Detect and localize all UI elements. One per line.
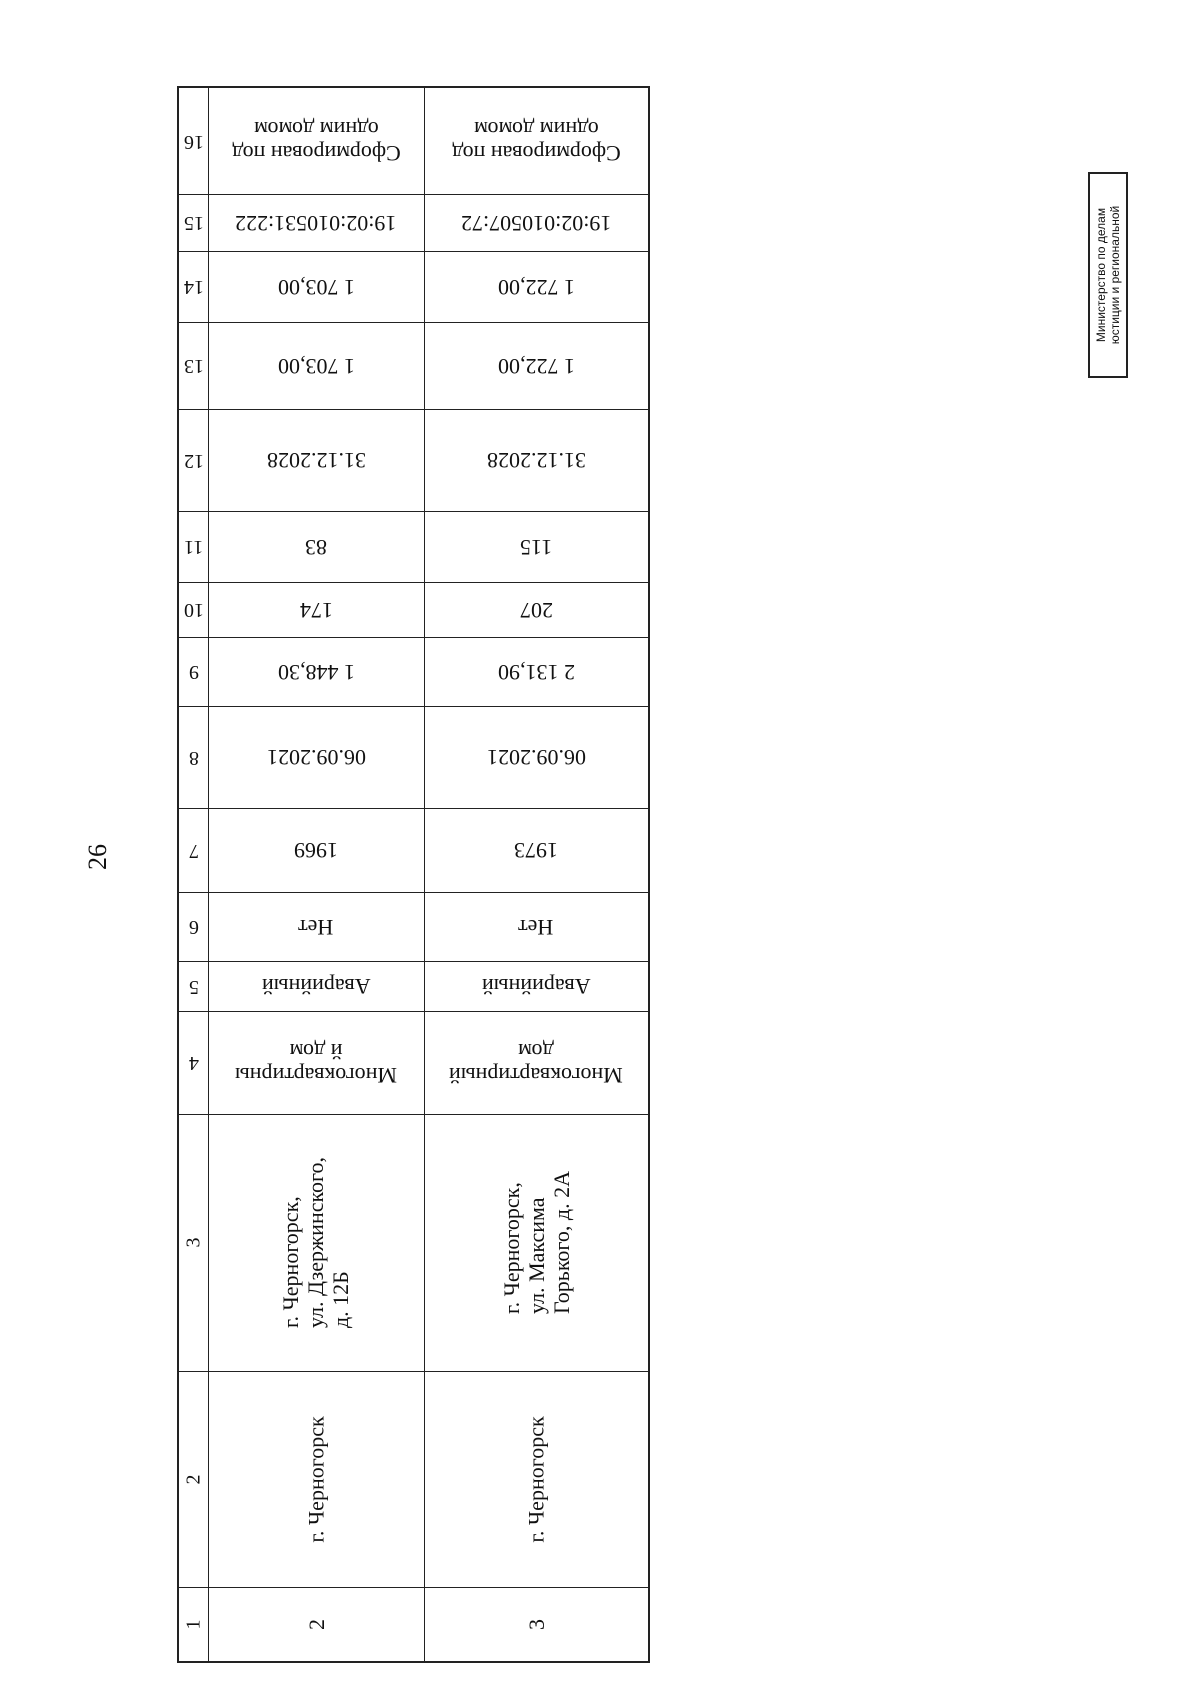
- col-number-12: 12: [183, 449, 204, 472]
- stamp-text: [1094, 177, 1122, 373]
- row2-number: 3: [523, 1618, 549, 1630]
- col-number-2: 2: [182, 1474, 204, 1484]
- housing-registry-table: [177, 86, 650, 1663]
- row1-col11: 83: [305, 534, 327, 560]
- col-number-6: 6: [188, 916, 199, 938]
- stamp-line-1: Министерство по делам: [1094, 207, 1108, 343]
- col-number-8: 8: [188, 746, 199, 769]
- row2-deadline-date: 31.12.2028: [486, 448, 586, 473]
- col-number-15: 15: [183, 212, 204, 234]
- row1-municipality: г. Черногорск: [303, 1415, 329, 1543]
- col-number-16: 16: [183, 130, 204, 153]
- page-number: 26: [83, 844, 112, 870]
- row2-col14: 1 722,00: [497, 274, 575, 300]
- row1-col14: 1 703,00: [277, 274, 355, 300]
- row2-col6: Нет: [518, 914, 554, 940]
- row1-col10: 174: [299, 597, 333, 623]
- row2-col11: 115: [519, 534, 553, 560]
- row1-area: 1 448,30: [277, 659, 355, 685]
- row1-number: 2: [303, 1618, 329, 1630]
- col-number-14: 14: [183, 276, 204, 298]
- col-number-4: 4: [188, 1052, 199, 1074]
- row2-address: г. Черногорск, ул. Максима Горького, д. 2А: [498, 1171, 574, 1314]
- row1-deadline-date: 31.12.2028: [266, 448, 366, 473]
- row2-cadastral-number: 19:02:010507:72: [460, 210, 612, 236]
- row2-build-year: 1973: [514, 838, 558, 863]
- registration-stamp: [1088, 172, 1128, 378]
- row2-col10: 207: [519, 597, 553, 623]
- col-number-11: 11: [183, 536, 204, 558]
- row1-build-year: 1969: [294, 838, 338, 863]
- row2-area: 2 131,90: [497, 659, 575, 685]
- col-number-1: 1: [182, 1619, 204, 1629]
- row2-col13: 1 722,00: [497, 353, 575, 379]
- row1-building-type: Многоквартирны й дом: [234, 1038, 397, 1088]
- row1-recognition-date: 06.09.2021: [266, 745, 366, 770]
- col-number-7: 7: [188, 839, 199, 862]
- row1-col6: Нет: [298, 914, 334, 940]
- row2-municipality: г. Черногорск: [523, 1415, 549, 1543]
- row2-building-type: Многоквартирный дом: [449, 1038, 623, 1088]
- row2-recognition-date: 06.09.2021: [486, 745, 586, 770]
- col-number-13: 13: [183, 355, 204, 377]
- row1-col13: 1 703,00: [277, 353, 355, 379]
- col-number-3: 3: [182, 1237, 204, 1248]
- stamp-line-2: юстиции и региональной: [1108, 205, 1122, 345]
- row1-formation: Сформирован под одним домом: [231, 117, 401, 166]
- row2-formation: Сформирован под одним домом: [451, 117, 621, 166]
- col-number-9: 9: [188, 661, 199, 683]
- col-number-5: 5: [188, 975, 199, 998]
- row1-status: Аварийный: [261, 974, 371, 999]
- row1-address: г. Черногорск, ул. Дзержинского, д. 12Б: [278, 1156, 354, 1329]
- row2-status: Аварийный: [481, 974, 591, 999]
- col-number-10: 10: [183, 599, 204, 621]
- row1-cadastral-number: 19:02:010531:222: [235, 210, 397, 236]
